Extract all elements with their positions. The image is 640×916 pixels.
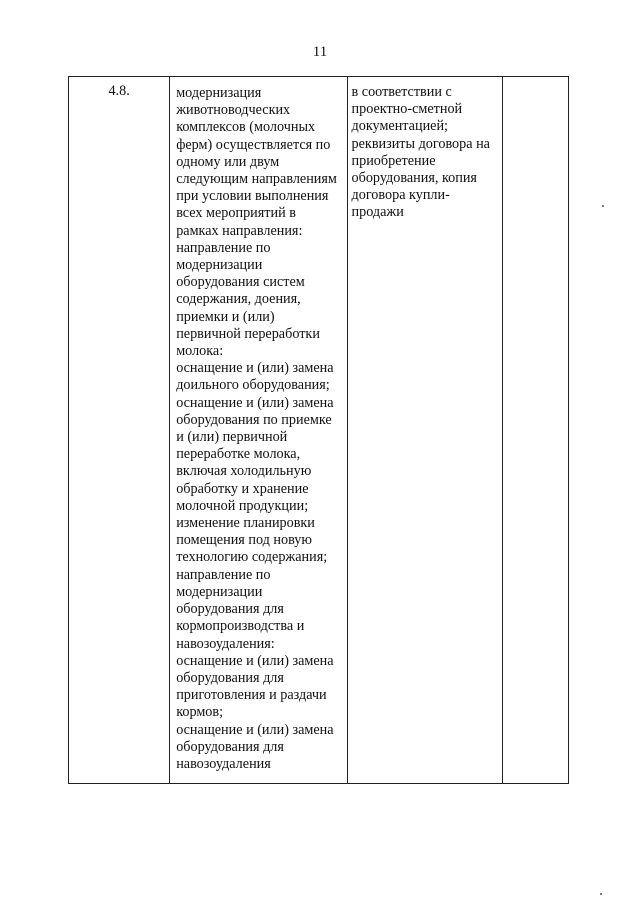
documents-line: документацией; bbox=[351, 118, 448, 135]
scan-speck bbox=[602, 205, 604, 207]
description-line: оснащение и (или) замена bbox=[176, 394, 334, 411]
documents-line: оборудования, копия bbox=[351, 170, 477, 187]
documents-line: в соответствии с bbox=[351, 84, 452, 100]
description-line: животноводческих bbox=[176, 102, 291, 119]
description-line: оборудования для bbox=[176, 738, 284, 755]
documents-line: приобретение bbox=[351, 152, 436, 169]
description-line: оборудования для bbox=[176, 601, 284, 618]
description-line: включая холодильную bbox=[176, 463, 312, 480]
description-line: обработку и хранение bbox=[176, 480, 309, 497]
documents-line: реквизиты договора на bbox=[351, 135, 490, 152]
description-line: комплексов (молочных bbox=[176, 119, 316, 136]
description-line: навозоудаления bbox=[176, 755, 271, 772]
requirements-table bbox=[68, 76, 569, 784]
page-number: 11 bbox=[312, 44, 328, 60]
description-line: следующим направлениям bbox=[176, 171, 337, 188]
row-number: 4.8. bbox=[108, 83, 130, 99]
description-line: ферм) осуществляется по bbox=[176, 136, 331, 153]
description-line: модернизации bbox=[176, 583, 263, 600]
description-line: направление по bbox=[176, 566, 271, 583]
description-line: молока: bbox=[176, 343, 224, 360]
scan-speck bbox=[600, 893, 602, 895]
description-line: кормов; bbox=[176, 704, 224, 721]
empty-cell bbox=[502, 77, 568, 784]
description-line: одному или двум bbox=[176, 153, 280, 170]
description-line: оборудования по приемке bbox=[176, 411, 332, 428]
documents-line: проектно-сметной bbox=[351, 101, 463, 118]
description-line: изменение планировки bbox=[176, 515, 315, 532]
description-cell bbox=[170, 77, 347, 784]
description-line: технологию содержания; bbox=[176, 549, 328, 566]
description-line: содержания, доения, bbox=[176, 291, 301, 308]
description-line: переработке молока, bbox=[176, 446, 301, 463]
documents-text bbox=[352, 84, 500, 222]
description-line: первичной переработки bbox=[176, 325, 320, 342]
description-line: оснащение и (или) замена bbox=[176, 721, 334, 738]
description-line: навозоудаления: bbox=[176, 635, 275, 652]
description-line: всех мероприятий в bbox=[176, 205, 296, 222]
description-line: при условии выполнения bbox=[176, 188, 329, 205]
description-line: рамках направления: bbox=[176, 222, 303, 239]
description-line: оборудования для bbox=[176, 669, 284, 686]
description-text bbox=[176, 85, 342, 773]
row-number-cell bbox=[69, 77, 170, 784]
documents-line: продажи bbox=[351, 204, 404, 221]
description-line: оснащение и (или) замена bbox=[176, 360, 334, 377]
description-line: модернизации bbox=[176, 257, 263, 274]
description-line: оснащение и (или) замена bbox=[176, 652, 334, 669]
description-line: молочной продукции; bbox=[176, 497, 309, 514]
documents-cell bbox=[347, 77, 502, 784]
description-line: направление по bbox=[176, 239, 271, 256]
description-line: оборудования систем bbox=[176, 274, 305, 291]
description-line: приготовления и раздачи bbox=[176, 687, 327, 704]
documents-line: договора купли- bbox=[351, 187, 450, 204]
table-row bbox=[69, 77, 569, 784]
description-line: помещения под новую bbox=[176, 532, 312, 549]
description-line: модернизация bbox=[176, 85, 262, 101]
description-line: и (или) первичной bbox=[176, 429, 288, 446]
description-line: кормопроизводства и bbox=[176, 618, 305, 635]
description-line: приемки и (или) bbox=[176, 308, 275, 325]
description-line: доильного оборудования; bbox=[176, 377, 330, 394]
